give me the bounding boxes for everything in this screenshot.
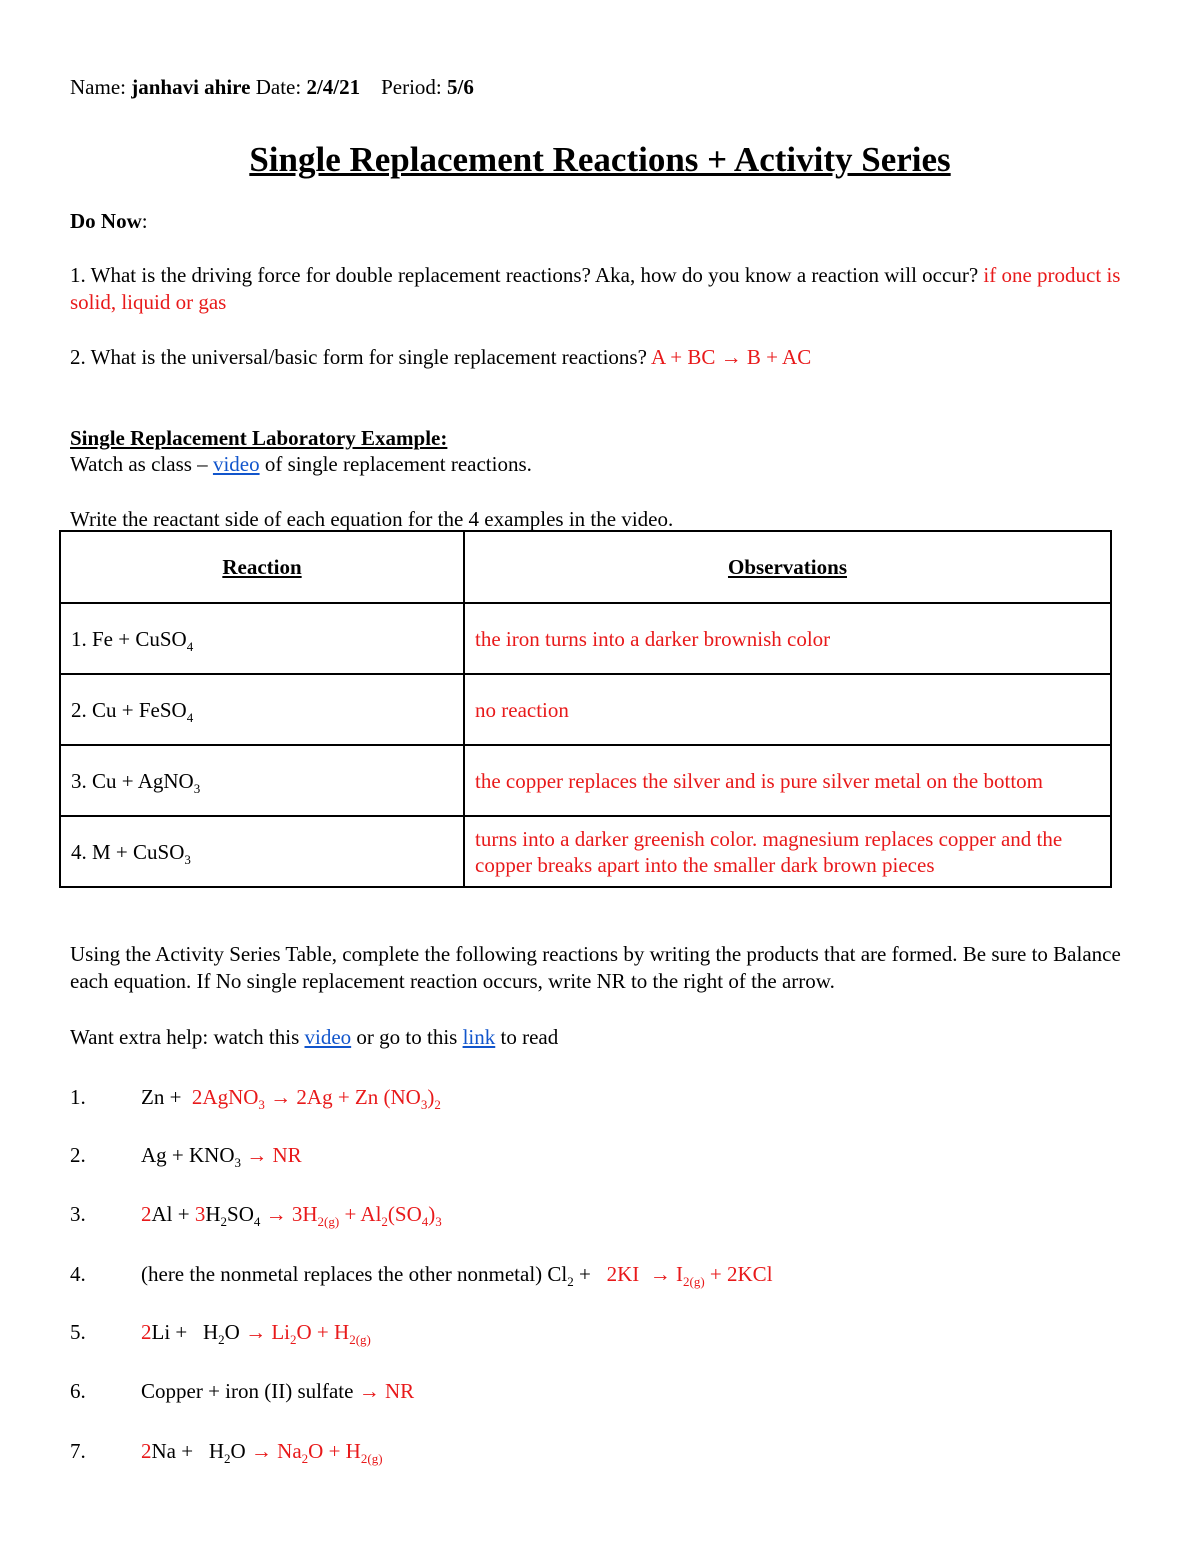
watch-line: Watch as class – video of single replacement reactions. — [70, 452, 532, 476]
reaction-number: 4. — [70, 1262, 86, 1286]
date-label: Date: — [255, 75, 302, 99]
date-value: 2/4/21 — [306, 75, 361, 99]
student-name: janhavi ahire — [131, 75, 251, 99]
observation-cell: no reaction — [464, 674, 1111, 745]
question-1-answer: if one product is solid, liquid or gas — [70, 263, 1121, 314]
observation-cell: turns into a darker greenish color. magnesium replaces copper and the copper breaks apart into the smaller dark brown pieces — [464, 816, 1111, 887]
extra-help-line: Want extra help: watch this video or go to this link to read — [70, 1025, 559, 1049]
reaction-4: (here the nonmetal replaces the other nonmetal) $Cl_2 + 2KI \to I_{2(g)} + 2KCl$ — [141, 1262, 773, 1289]
reaction-number: 7. — [70, 1439, 86, 1463]
reaction-number: 3. — [70, 1202, 86, 1226]
reaction-cell: 1. Fe + CuSO$_4$ — [60, 603, 464, 674]
reaction-number: 5. — [70, 1320, 86, 1344]
name-label: Name: — [70, 75, 126, 99]
activity-instruction: Using the Activity Series Table, complete the following reactions by writing the products that are formed. Be sure to Balance each equation. If No single replacement reaction occurs, write NR to the right of the arrow. — [70, 942, 1121, 993]
observations-table — [59, 530, 1112, 888]
page-title: Single Replacement Reactions + Activity Series — [249, 140, 951, 179]
question-1-text: 1. What is the driving force for double replacement reactions? Aka, how do you know a reaction will occur? — [70, 263, 979, 287]
lab-instruction: Write the reactant side of each equation for the 4 examples in the video. — [70, 507, 674, 531]
period-value: 5/6 — [447, 75, 474, 99]
observation-cell: the copper replaces the silver and is pure silver metal on the bottom — [464, 745, 1111, 816]
reaction-2: $Ag + KNO_3$ → NR — [141, 1143, 302, 1170]
reaction-6: Copper + iron (II) sulfate → NR — [141, 1379, 415, 1403]
period-label: Period: — [381, 75, 442, 99]
help-video-link[interactable]: video — [304, 1025, 352, 1049]
table-row — [60, 816, 1111, 887]
do-now-question-1 — [70, 262, 1130, 316]
lab-heading: Single Replacement Laboratory Example: — [70, 426, 448, 450]
reaction-cell: 4. M + CuSO$_3$ — [60, 816, 464, 887]
table-row — [60, 603, 1111, 674]
reaction-cell: 3. Cu + AgNO$_3$ — [60, 745, 464, 816]
reaction-7: $2Na + H_2O \to Na_2O + H_{2(g)}$ — [141, 1439, 383, 1466]
reaction-3: $2Al + 3H_2SO_4 \to 3H_{2(g)} + Al_2(SO_4)_3$ — [141, 1202, 442, 1229]
table-row — [60, 745, 1111, 816]
table-row — [60, 674, 1111, 745]
do-now-question-2 — [70, 344, 1130, 371]
question-2-text: 2. What is the universal/basic form for single replacement reactions? — [70, 345, 647, 369]
observation-cell: the iron turns into a darker brownish color — [464, 603, 1111, 674]
video-link[interactable]: video — [212, 452, 260, 476]
reaction-number: 1. — [70, 1085, 86, 1109]
reaction-number: 6. — [70, 1379, 86, 1403]
do-now-heading: Do Now: — [70, 209, 148, 233]
help-read-link[interactable]: link — [462, 1025, 496, 1049]
question-2-answer: A + BC → B + AC — [651, 345, 812, 369]
reaction-cell: 2. Cu + FeSO$_4$ — [60, 674, 464, 745]
student-header — [70, 75, 474, 100]
table-header-row — [60, 531, 1111, 603]
reaction-1: Zn + 2AgNO$_3$ → 2Ag + Zn $(NO_3)_2$ — [141, 1085, 441, 1112]
reaction-number: 2. — [70, 1143, 86, 1167]
reaction-column-header: Reaction — [60, 531, 464, 603]
reaction-5: $2Li + H_2O \to Li_2O + H_{2(g)}$ — [141, 1320, 371, 1347]
observations-column-header: Observations — [464, 531, 1111, 603]
